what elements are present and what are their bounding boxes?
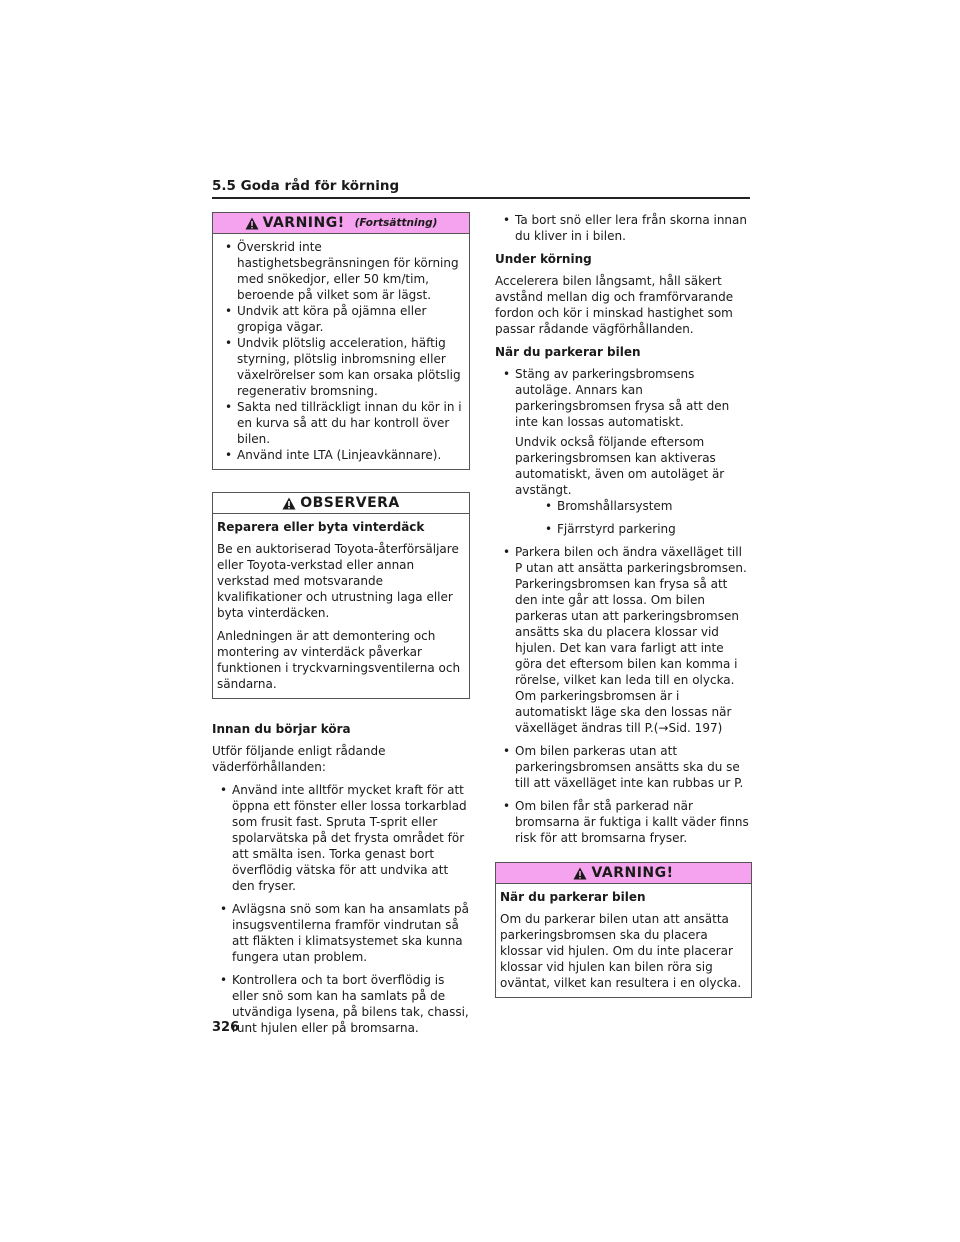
list-item: • Använd inte LTA (Linjeavkännare).	[217, 447, 465, 463]
list-item	[495, 366, 752, 537]
list-item: • Kontrollera och ta bort överflödig is eller snö som kan ha samlats på de utvändiga lysena, på bilens tak, chassi, runt hjulen eller på bromsarna.	[212, 972, 470, 1036]
page-header	[212, 178, 750, 199]
warning-box-body	[213, 234, 469, 469]
parking-list	[495, 366, 752, 846]
page-number: 326	[212, 1020, 240, 1035]
list-item: • Parkera bilen och ändra växelläget till P utan att ansätta parkeringsbromsen. Parkeringsbromsen kan frysa så att den inte går att lossa. Om bilen parkeras utan att parkeringsbromsen ansätts ska du placera klossar vid hjulen. Det kan vara farligt att inte göra det eftersom bilen kan komma i rörelse, vilket kan leda till en olycka. Om parkeringsbromsen är i automatiskt läge ska den lossas när växelläget ändras till P.(→Sid. 197)	[495, 544, 752, 736]
during-driving-heading: Under körning	[495, 252, 592, 266]
notice-paragraph-2: Anledningen är att demontering och montering av vinterdäck påverkar funktionen i tryckvarningsventilerna och sändarna.	[217, 629, 461, 691]
notice-box	[212, 492, 470, 699]
dash-item: • Fjärrstyrd parkering	[537, 521, 752, 537]
before-driving-heading: Innan du börjar köra	[212, 722, 351, 736]
parking-item-note: Undvik också följande eftersom parkeringsbromsen kan aktiveras automatiskt, även om autoläget är avstängt.	[515, 435, 725, 497]
warning-list	[217, 239, 465, 463]
parking-heading: När du parkerar bilen	[495, 345, 641, 359]
warning-title: VARNING!	[591, 865, 674, 881]
notice-box-header	[213, 493, 469, 514]
before-driving-intro: Utför följande enligt rådande väderförhållanden:	[212, 744, 386, 774]
notice-title: OBSERVERA	[300, 495, 400, 511]
parking-dash-list	[515, 498, 752, 537]
warning-subtitle: (Fortsättning)	[354, 217, 438, 229]
notice-heading: Reparera eller byta vinterdäck	[217, 520, 425, 534]
caution-icon	[282, 497, 296, 510]
notice-paragraph-1: Be en auktoriserad Toyota-återförsäljare eller Toyota-verkstad eller annan verkstad med motsvarande kvalifikationer och utrustning laga eller byta vinterdäcken.	[217, 542, 459, 620]
dash-item: • Bromshållarsystem	[537, 498, 752, 514]
list-item: • Ta bort snö eller lera från skorna innan du kliver in i bilen.	[495, 212, 752, 244]
list-item: • Undvik plötslig acceleration, häftig styrning, plötslig inbromsning eller växelrörelser som kan orsaka plötslig regenerativ bromsning.	[217, 335, 465, 399]
list-item: • Sakta ned tillräckligt innan du kör in i en kurva så att du har kontroll över bilen.	[217, 399, 465, 447]
list-item: • Undvik att köra på ojämna eller gropiga vägar.	[217, 303, 465, 335]
warning-heading: När du parkerar bilen	[500, 890, 646, 904]
warning-box-header	[213, 213, 469, 234]
list-item: • Om bilen parkeras utan att parkeringsbromsen ansätts ska du se till att växelläget inte kan rubbas ur P.	[495, 743, 752, 791]
warning-box-parking	[495, 862, 752, 998]
warning-box-header	[496, 863, 751, 884]
notice-box-body	[213, 514, 469, 698]
parking-item-text: Stäng av parkeringsbromsens autoläge. Annars kan parkeringsbromsen frysa så att den inte kan lossas automatiskt.	[515, 367, 730, 429]
before-driving-list-cont	[495, 212, 752, 244]
list-item: • Använd inte alltför mycket kraft för att öppna ett fönster eller lossa torkarblad som frusit fast. Spruta T-sprit eller spolarvätska på det frysta området för att smälta isen. Torka genast bort överflödig vätska för att undvika att den fryser.	[212, 782, 470, 894]
list-item: • Avlägsna snö som kan ha ansamlats på insugsventilerna framför vindrutan så att fläkten i klimatsystemet ska kunna fungera utan problem.	[212, 901, 470, 965]
during-driving-paragraph: Accelerera bilen långsamt, håll säkert avstånd mellan dig och framförvarande fordon och kör i minskad hastighet som passar rådande vägförhållanden.	[495, 274, 734, 336]
list-item: • Om bilen får stå parkerad när bromsarna är fuktiga i kallt väder finns risk för att bromsarna fryser.	[495, 798, 752, 846]
warning-box-body	[496, 884, 751, 997]
list-item: • Överskrid inte hastighetsbegränsningen för körning med snökedjor, eller 50 km/tim, beroende på vilket som är lägst.	[217, 239, 465, 303]
warning-icon	[245, 217, 259, 230]
header-divider	[212, 197, 750, 199]
warning-title: VARNING!	[262, 215, 345, 231]
left-column	[212, 212, 470, 1043]
warning-paragraph: Om du parkerar bilen utan att ansätta parkeringsbromsen ska du placera klossar vid hjulen. Om du inte placerar klossar vid hjulen kan bilen röra sig oväntat, vilket kan resultera i en olycka.	[500, 912, 742, 990]
section-title: 5.5 Goda råd för körning	[212, 178, 400, 194]
before-driving-list	[212, 782, 470, 1036]
warning-icon	[573, 867, 587, 880]
right-column	[495, 212, 752, 1020]
warning-box-continued	[212, 212, 470, 470]
